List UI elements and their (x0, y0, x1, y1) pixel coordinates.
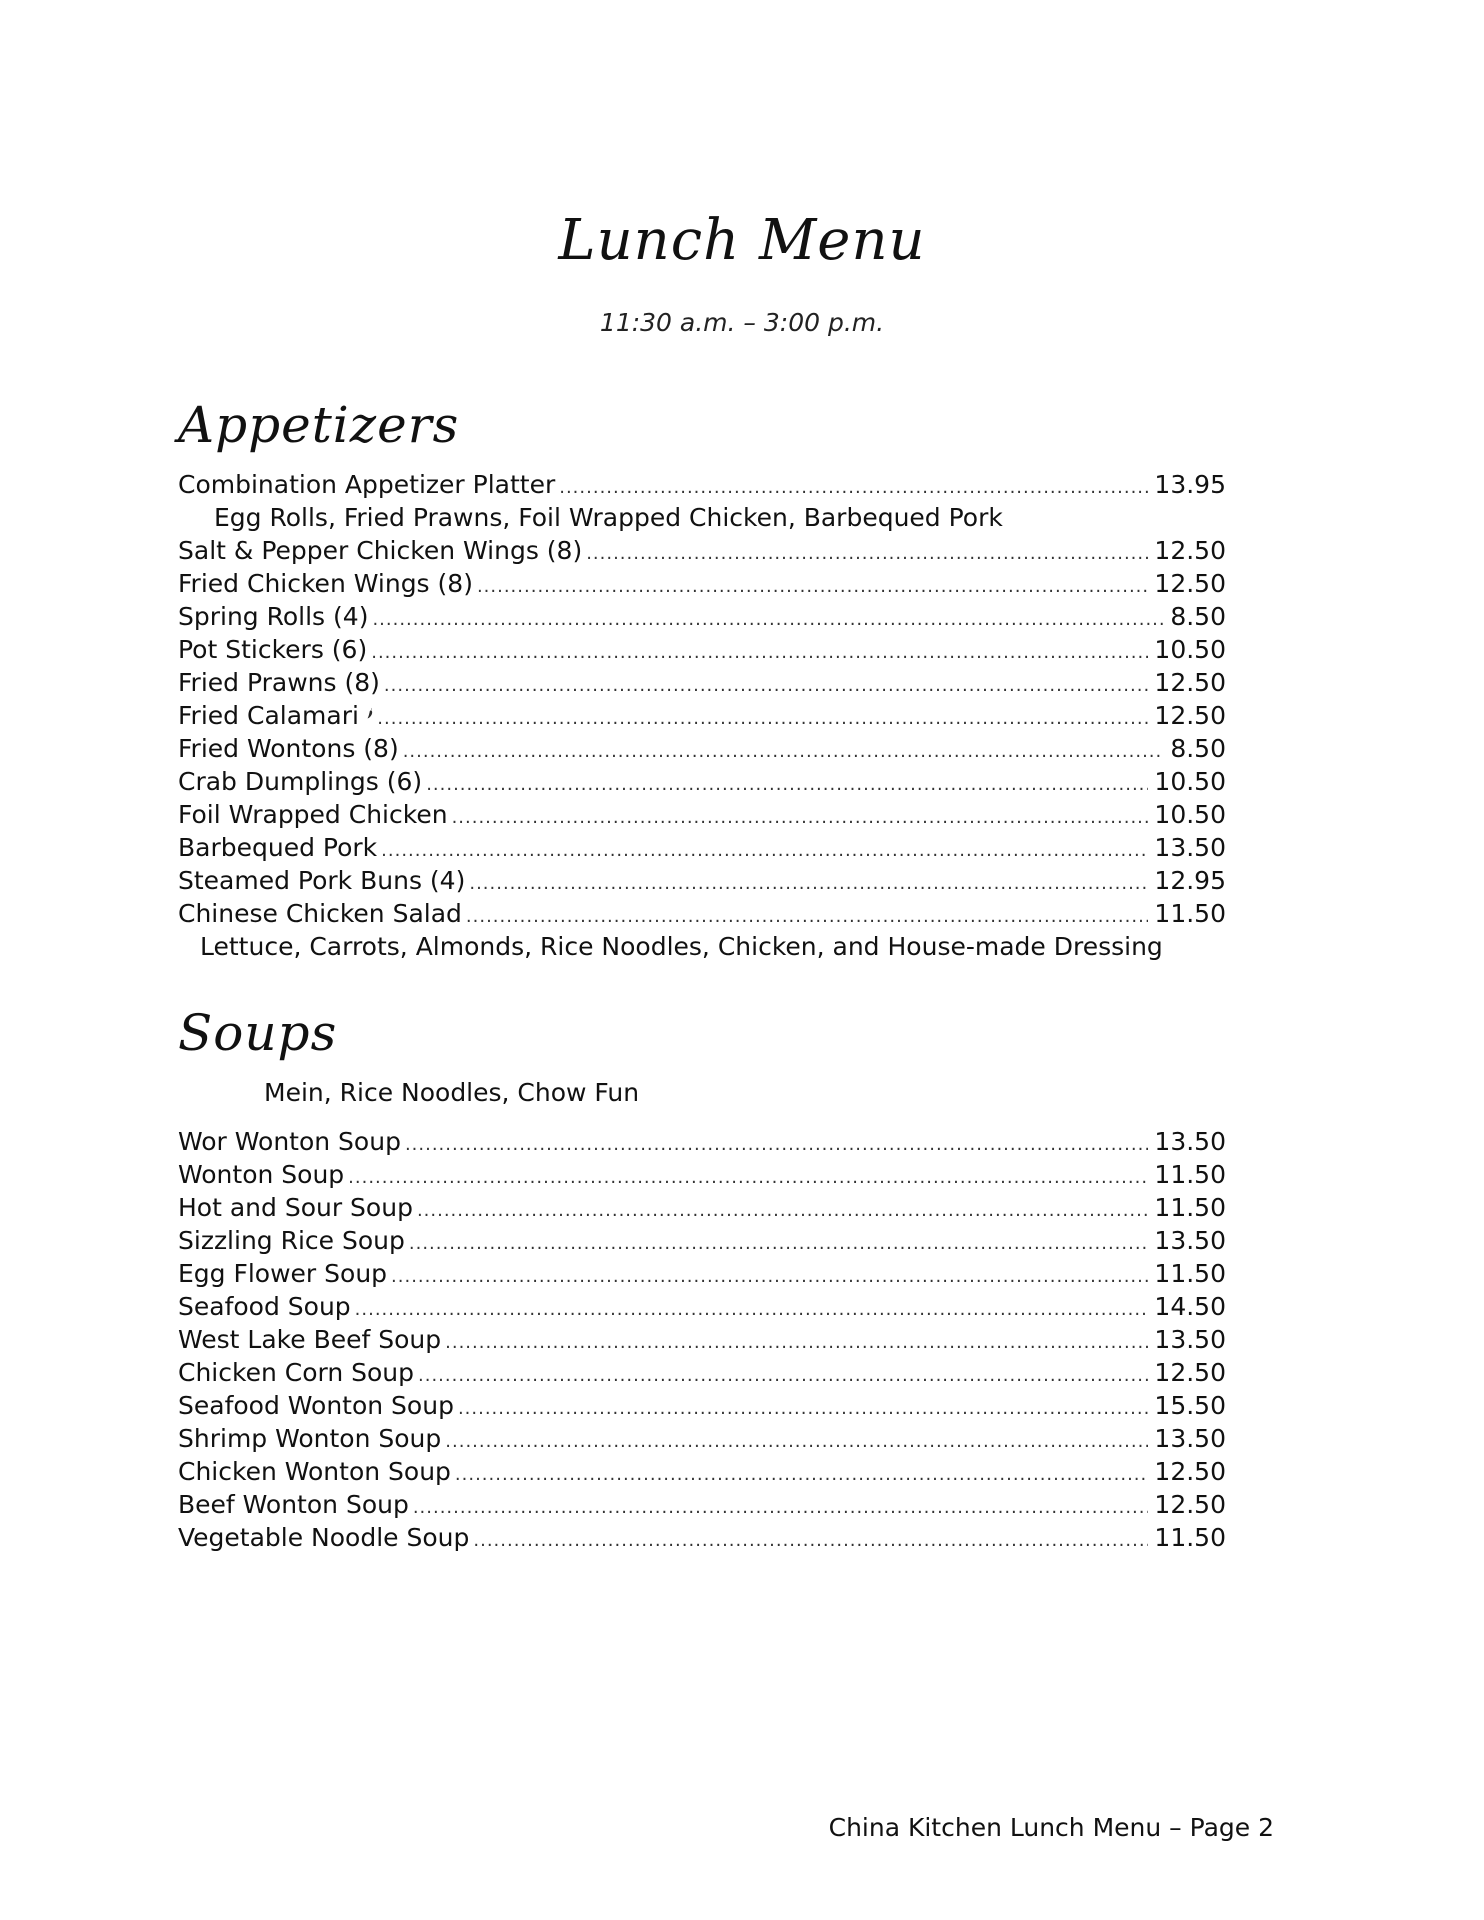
item-name: Hot and Sour Soup (178, 1193, 413, 1222)
item-price: 13.95 (1154, 470, 1226, 499)
dot-leader (371, 636, 1148, 669)
item-name: Spring Rolls (4) (178, 602, 369, 631)
dot-leader (417, 1194, 1148, 1227)
menu-item (178, 732, 1226, 765)
dot-leader (458, 1392, 1148, 1425)
item-price: 12.50 (1154, 668, 1226, 697)
menu-item (178, 666, 1226, 699)
dot-leader (586, 537, 1148, 570)
appetizers-heading: Appetizers (178, 396, 460, 454)
dot-leader (384, 669, 1149, 702)
item-name: Fried Prawns (8) (178, 668, 380, 697)
item-name: Seafood Wonton Soup (178, 1391, 454, 1420)
item-price: 11.50 (1154, 1523, 1226, 1552)
dot-leader (559, 471, 1148, 504)
item-name: Wor Wonton Soup (178, 1127, 401, 1156)
dot-leader (403, 735, 1165, 768)
menu-item (178, 798, 1226, 831)
dot-leader (413, 1491, 1149, 1524)
item-name: Chicken Wonton Soup (178, 1457, 451, 1486)
item-price: 8.50 (1170, 734, 1226, 763)
item-price: 13.50 (1154, 1325, 1226, 1354)
menu-item (178, 1521, 1226, 1554)
item-price: 14.50 (1154, 1292, 1226, 1321)
item-price: 11.50 (1154, 899, 1226, 928)
dot-leader (372, 603, 1164, 636)
dot-leader (381, 834, 1148, 867)
menu-item (178, 897, 1226, 930)
page-footer: China Kitchen Lunch Menu – Page 2 (828, 1813, 1274, 1842)
menu-item (178, 567, 1226, 600)
item-name: Fried Chicken Wings (8) (178, 569, 473, 598)
dot-leader (445, 1425, 1148, 1458)
menu-item (178, 1191, 1226, 1224)
lunch-hours: 11:30 a.m. – 3:00 p.m. (599, 308, 885, 337)
item-name: West Lake Beef Soup (178, 1325, 442, 1354)
item-name: Vegetable Noodle Soup (178, 1523, 470, 1552)
menu-item (178, 534, 1226, 567)
item-name: Barbequed Pork (178, 833, 378, 862)
item-price: 12.50 (1154, 1490, 1226, 1519)
item-price: 13.50 (1154, 1226, 1226, 1255)
item-price: 13.50 (1154, 1424, 1226, 1453)
item-price: 10.50 (1154, 800, 1226, 829)
menu-item (178, 1389, 1226, 1422)
item-name: Chinese Chicken Salad (178, 899, 462, 928)
appetizers-list (178, 468, 1226, 963)
menu-item (178, 1323, 1226, 1356)
dot-leader (418, 1359, 1148, 1392)
page-title: Lunch Menu (558, 208, 926, 273)
menu-item (178, 699, 1226, 732)
menu-item (178, 831, 1226, 864)
item-name: Foil Wrapped Chicken (178, 800, 448, 829)
item-price: 11.50 (1154, 1259, 1226, 1288)
menu-item (178, 600, 1226, 633)
menu-item (178, 1488, 1226, 1521)
item-name: Salt & Pepper Chicken Wings (8) (178, 536, 583, 565)
item-price: 12.50 (1154, 1358, 1226, 1387)
dot-leader (477, 570, 1148, 603)
item-price: 15.50 (1154, 1391, 1226, 1420)
soups-note: Mein, Rice Noodles, Chow Fun (264, 1078, 640, 1107)
menu-item (178, 864, 1226, 897)
dot-leader (405, 1128, 1148, 1161)
item-name: Combination Appetizer Platter (178, 470, 556, 499)
item-name: Sizzling Rice Soup (178, 1226, 405, 1255)
menu-item (178, 1257, 1226, 1290)
item-name: Pot Stickers (6) (178, 635, 368, 664)
chili-pepper-icon (367, 702, 373, 724)
menu-item (178, 1422, 1226, 1455)
item-name: Steamed Pork Buns (4) (178, 866, 466, 895)
menu-item (178, 1356, 1226, 1389)
menu-item (178, 1158, 1226, 1191)
dot-leader (473, 1524, 1148, 1557)
soups-heading: Soups (178, 1004, 338, 1062)
dot-leader (426, 768, 1148, 801)
dot-leader (355, 1293, 1149, 1326)
soups-list (178, 1125, 1226, 1554)
item-price: 13.50 (1154, 833, 1226, 862)
menu-item (178, 1290, 1226, 1323)
item-price: 12.50 (1154, 1457, 1226, 1486)
menu-item (178, 468, 1226, 501)
item-description: Egg Rolls, Fried Prawns, Foil Wrapped Chicken, Barbequed Pork (214, 503, 1003, 532)
menu-item (178, 1455, 1226, 1488)
dot-leader (469, 867, 1148, 900)
dot-leader (348, 1161, 1148, 1194)
item-name: Chicken Corn Soup (178, 1358, 415, 1387)
item-price: 11.50 (1154, 1160, 1226, 1189)
dot-leader (455, 1458, 1149, 1491)
item-description: Lettuce, Carrots, Almonds, Rice Noodles, Chicken, and House-made Dressing (200, 932, 1163, 961)
item-price: 12.50 (1154, 569, 1226, 598)
item-name: Crab Dumplings (6) (178, 767, 423, 796)
item-price: 13.50 (1154, 1127, 1226, 1156)
item-name: Fried Wontons (8) (178, 734, 399, 763)
item-price: 11.50 (1154, 1193, 1226, 1222)
item-name: Egg Flower Soup (178, 1259, 388, 1288)
item-price: 10.50 (1154, 635, 1226, 664)
item-price: 12.50 (1154, 701, 1226, 730)
menu-item (178, 633, 1226, 666)
item-price: 10.50 (1154, 767, 1226, 796)
item-name: Fried Calamari (178, 701, 359, 730)
item-price: 12.95 (1154, 866, 1226, 895)
menu-item (178, 1224, 1226, 1257)
dot-leader (445, 1326, 1148, 1359)
item-name: Seafood Soup (178, 1292, 351, 1321)
menu-item (178, 765, 1226, 798)
menu-item (178, 1125, 1226, 1158)
dot-leader (409, 1227, 1149, 1260)
item-name: Beef Wonton Soup (178, 1490, 409, 1519)
item-price: 12.50 (1154, 536, 1226, 565)
dot-leader (377, 702, 1148, 735)
item-name: Shrimp Wonton Soup (178, 1424, 442, 1453)
dot-leader (391, 1260, 1148, 1293)
item-price: 8.50 (1170, 602, 1226, 631)
dot-leader (452, 801, 1149, 834)
dot-leader (466, 900, 1149, 933)
item-name: Wonton Soup (178, 1160, 345, 1189)
